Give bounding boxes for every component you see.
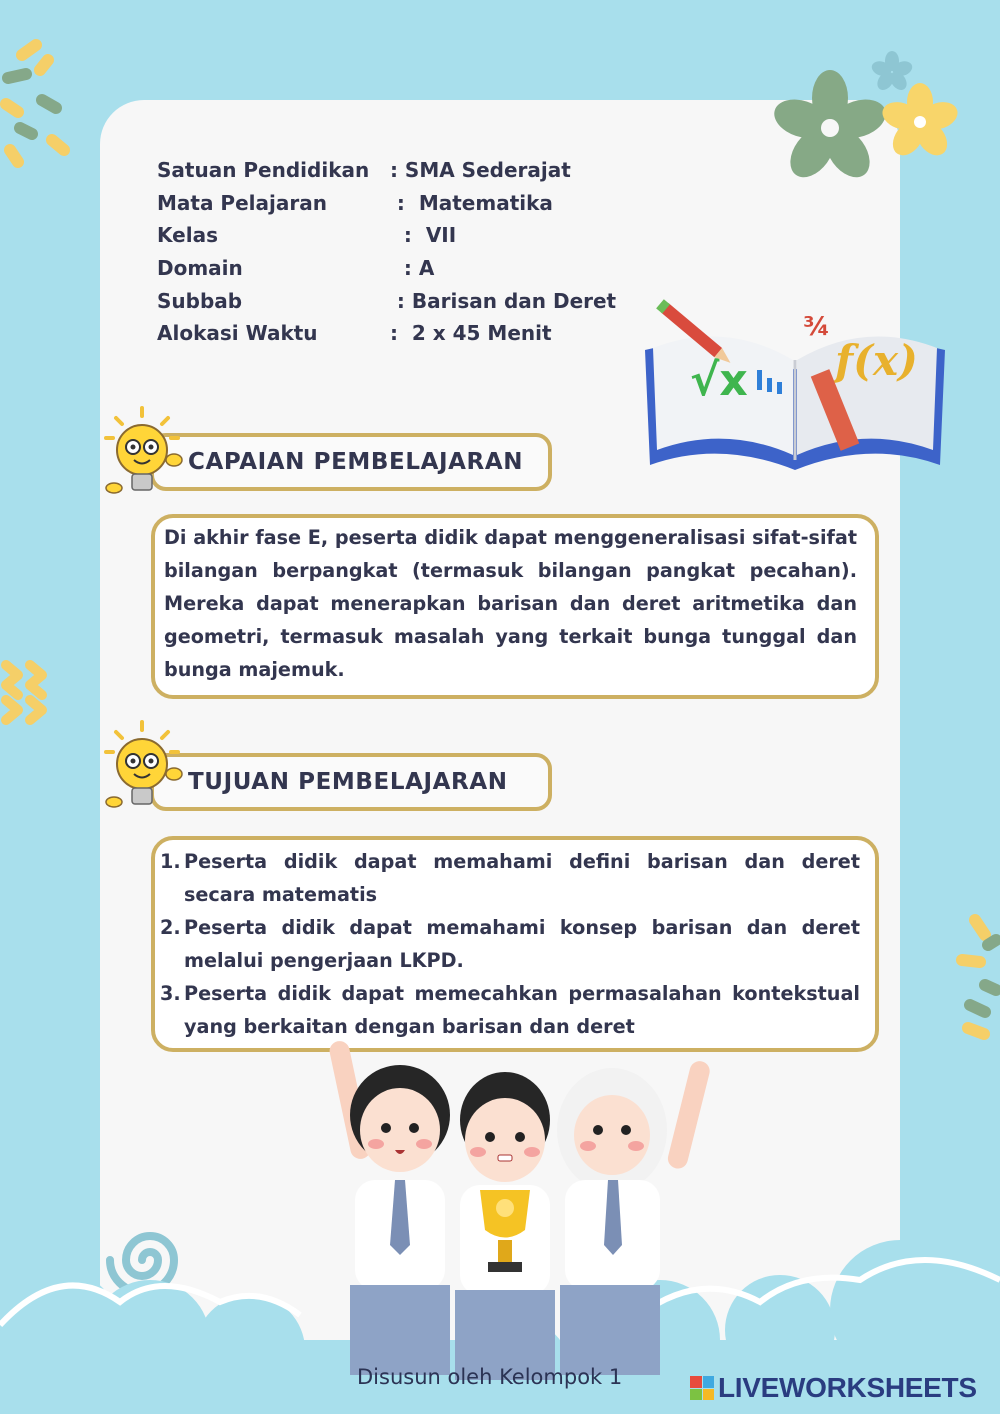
info-value: : 2 x 45 Menit [383, 321, 552, 346]
tujuan-list [160, 845, 860, 1043]
info-label: Kelas [157, 223, 218, 248]
capaian-heading: CAPAIAN PEMBELAJARAN [188, 449, 524, 475]
book-fraction-text: ¾ [803, 312, 830, 342]
list-number: 3. [160, 982, 181, 1005]
list-number: 2. [160, 916, 181, 939]
info-value: : Matematika [383, 190, 553, 215]
info-value: : Barisan dan Deret [383, 288, 617, 313]
info-row [157, 252, 616, 285]
list-number: 1. [160, 850, 181, 873]
info-label: Mata Pelajaran [157, 190, 327, 215]
lightbulb-mascot-icon [100, 716, 190, 816]
tujuan-heading-box [150, 753, 552, 811]
info-row [157, 317, 616, 350]
students-illustration [0, 1040, 1000, 1414]
list-text: Peserta didik dapat memahami defini barisan dan deret secara matematis [184, 850, 860, 906]
footer-credit: Disusun oleh Kelompok 1 [357, 1365, 623, 1389]
math-book-illustration [635, 290, 955, 490]
info-label: Alokasi Waktu [157, 321, 318, 346]
list-item [160, 911, 860, 977]
info-value: : VII [383, 223, 457, 248]
book-fx-text: f(x) [835, 336, 918, 385]
info-label: Satuan Pendidikan [157, 158, 370, 182]
liveworksheets-text: LIVEWORKSHEETS [718, 1372, 977, 1403]
info-row [157, 219, 616, 252]
book-sqrt-text: √x [690, 355, 748, 406]
info-label: Subbab [157, 288, 243, 313]
info-label: Domain [157, 256, 243, 281]
list-text: Peserta didik dapat memahami konsep barisan dan deret melalui pengerjaan LKPD. [184, 916, 860, 972]
capaian-text: Di akhir fase E, peserta didik dapat menggeneralisasi sifat-sifat bilangan berpangkat (termasuk bilangan pangkat pecahan). Mereka dapat menerapkan barisan dan deret aritmetika dan geometri, termasuk masalah yang terkait bunga tunggal dan bunga majemuk. [164, 526, 857, 681]
list-text: Peserta didik dapat memecahkan permasalahan kontekstual yang berkaitan dengan barisan dan deret [184, 982, 860, 1038]
list-item [160, 845, 860, 911]
lightbulb-mascot-icon [100, 402, 190, 502]
tujuan-heading: TUJUAN PEMBELAJARAN [188, 769, 508, 795]
capaian-heading-box [150, 433, 552, 491]
info-value: : SMA Sederajat [383, 158, 571, 182]
liveworksheets-watermark[interactable] [690, 1372, 977, 1404]
info-table [157, 154, 616, 350]
info-value: : A [383, 256, 435, 281]
info-row [157, 187, 616, 220]
list-item [160, 977, 860, 1043]
info-row [157, 285, 616, 318]
liveworksheets-logo-icon [690, 1376, 714, 1400]
info-row [157, 154, 616, 187]
